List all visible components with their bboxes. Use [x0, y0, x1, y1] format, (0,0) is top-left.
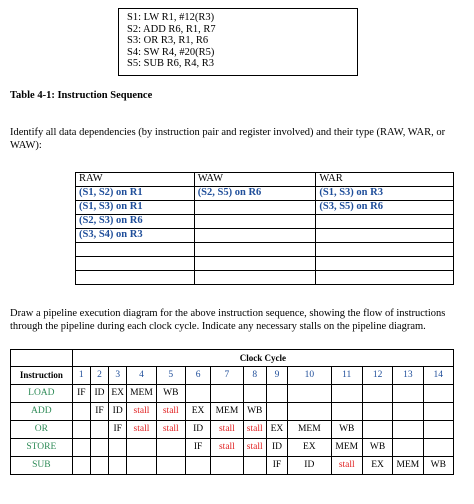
- dep-cell: [194, 201, 316, 215]
- question-dependencies: Identify all data dependencies (by instruction pair and register involved) and their type (RAW, WAR, or WAW):: [10, 127, 446, 151]
- stage-cell: MEM: [127, 385, 156, 403]
- dependency-table: [75, 172, 454, 285]
- dep-cell: (S3, S5) on R6: [316, 201, 454, 215]
- cycle-number: 14: [423, 367, 453, 385]
- cycle-number: 1: [72, 367, 90, 385]
- stall-cell: stall: [243, 439, 266, 457]
- stage-cell: MEM: [393, 457, 423, 475]
- dep-cell: [316, 215, 454, 229]
- dep-cell: (S1, S3) on R1: [76, 201, 195, 215]
- stage-cell: [90, 421, 108, 439]
- cycle-number-row: [11, 367, 454, 385]
- stage-cell: [90, 457, 108, 475]
- stage-cell: [288, 403, 331, 421]
- code-line: S5: SUB R6, R4, R3: [127, 58, 214, 70]
- stall-cell: stall: [156, 421, 185, 439]
- stage-cell: [185, 385, 210, 403]
- cycle-number: 4: [127, 367, 156, 385]
- stage-cell: ID: [90, 385, 108, 403]
- stall-cell: stall: [211, 439, 243, 457]
- stage-cell: [423, 385, 453, 403]
- cycle-number: 10: [288, 367, 331, 385]
- dep-cell: [316, 257, 454, 271]
- question-pipeline: Draw a pipeline execution diagram for the above instruction sequence, showing the flow of instructions through the pipeline during each clock cycle. Indicate any necessary stalls on the pipeline diagram.: [10, 308, 446, 332]
- stage-cell: [393, 439, 423, 457]
- stall-cell: stall: [211, 421, 243, 439]
- instruction-name: STORE: [11, 439, 73, 457]
- stage-cell: [393, 385, 423, 403]
- stage-cell: [211, 385, 243, 403]
- dep-cell: [194, 215, 316, 229]
- dep-cell: (S3, S4) on R3: [76, 229, 195, 243]
- stage-cell: EX: [266, 421, 287, 439]
- code-line: S2: ADD R6, R1, R7: [127, 23, 216, 35]
- table-caption: Table 4-1: Instruction Sequence: [10, 90, 153, 101]
- stage-cell: [109, 457, 127, 475]
- cycle-number: 13: [393, 367, 423, 385]
- stall-cell: stall: [127, 421, 156, 439]
- stage-cell: IF: [185, 439, 210, 457]
- dep-row: [76, 257, 454, 271]
- stage-cell: [243, 385, 266, 403]
- stage-cell: [331, 385, 362, 403]
- instruction-name: LOAD: [11, 385, 73, 403]
- dep-header-raw: RAW: [76, 173, 195, 187]
- stage-cell: [72, 421, 90, 439]
- stall-cell: stall: [127, 403, 156, 421]
- dep-cell: (S1, S3) on R3: [316, 187, 454, 201]
- dep-row: [76, 271, 454, 285]
- stage-cell: WB: [423, 457, 453, 475]
- stage-cell: MEM: [288, 421, 331, 439]
- stage-cell: IF: [90, 403, 108, 421]
- code-line: S3: OR R3, R1, R6: [127, 35, 209, 47]
- cycle-number: 8: [243, 367, 266, 385]
- instruction-name: OR: [11, 421, 73, 439]
- dep-cell: (S2, S3) on R6: [76, 215, 195, 229]
- stage-cell: [185, 457, 210, 475]
- stage-cell: [266, 385, 287, 403]
- code-line: S1: LW R1, #12(R3): [127, 12, 215, 23]
- stage-cell: [72, 403, 90, 421]
- stage-cell: [288, 385, 331, 403]
- stage-cell: WB: [362, 439, 392, 457]
- stall-cell: stall: [331, 457, 362, 475]
- stage-cell: [156, 457, 185, 475]
- dep-row: [76, 201, 454, 215]
- dep-header-waw: WAW: [194, 173, 316, 187]
- cycle-number: 11: [331, 367, 362, 385]
- stage-cell: MEM: [331, 439, 362, 457]
- pipeline-row-store: [11, 439, 454, 457]
- dep-cell: [316, 229, 454, 243]
- stage-cell: [423, 403, 453, 421]
- stage-cell: [393, 421, 423, 439]
- stage-cell: [156, 439, 185, 457]
- stage-cell: EX: [185, 403, 210, 421]
- instruction-name: ADD: [11, 403, 73, 421]
- stage-cell: ID: [109, 403, 127, 421]
- pipeline-row-add: [11, 403, 454, 421]
- dep-row: [76, 229, 454, 243]
- cycle-number: 9: [266, 367, 287, 385]
- pipeline-row-sub: [11, 457, 454, 475]
- stage-cell: [243, 457, 266, 475]
- dep-cell: (S2, S5) on R6: [194, 187, 316, 201]
- stage-cell: WB: [331, 421, 362, 439]
- dep-header-war: WAR: [316, 173, 454, 187]
- cycle-number: 7: [211, 367, 243, 385]
- dep-cell: [316, 271, 454, 285]
- stage-cell: EX: [288, 439, 331, 457]
- stage-cell: IF: [109, 421, 127, 439]
- cycle-number: 6: [185, 367, 210, 385]
- dep-cell: [194, 257, 316, 271]
- cycle-number: 2: [90, 367, 108, 385]
- stage-cell: WB: [243, 403, 266, 421]
- stage-cell: [127, 457, 156, 475]
- stage-cell: WB: [156, 385, 185, 403]
- dep-cell: [194, 229, 316, 243]
- stage-cell: EX: [362, 457, 392, 475]
- instruction-name: SUB: [11, 457, 73, 475]
- stage-cell: [362, 421, 392, 439]
- dep-cell: [316, 243, 454, 257]
- dep-row: [76, 187, 454, 201]
- stage-cell: [72, 439, 90, 457]
- stall-cell: stall: [156, 403, 185, 421]
- pipeline-row-or: [11, 421, 454, 439]
- clock-cycle-title-row: [11, 350, 454, 367]
- code-line: S4: SW R4, #20(R5): [127, 46, 215, 58]
- stage-cell: [109, 439, 127, 457]
- dep-cell: [194, 271, 316, 285]
- dep-cell: [76, 243, 195, 257]
- dep-cell: [194, 243, 316, 257]
- stage-cell: [423, 421, 453, 439]
- stage-cell: IF: [266, 457, 287, 475]
- stage-cell: ID: [266, 439, 287, 457]
- stage-cell: [266, 403, 287, 421]
- cycle-number: 5: [156, 367, 185, 385]
- dep-cell: [76, 271, 195, 285]
- dep-cell: (S1, S2) on R1: [76, 187, 195, 201]
- stage-cell: [72, 457, 90, 475]
- stage-cell: [423, 439, 453, 457]
- stage-cell: [393, 403, 423, 421]
- stage-cell: [362, 403, 392, 421]
- stall-cell: stall: [243, 421, 266, 439]
- clock-cycle-title: Clock Cycle: [72, 350, 453, 367]
- stage-cell: MEM: [211, 403, 243, 421]
- stage-cell: [127, 439, 156, 457]
- corner-cell: [11, 350, 73, 367]
- cycle-number: 3: [109, 367, 127, 385]
- stage-cell: [331, 403, 362, 421]
- stage-cell: ID: [288, 457, 331, 475]
- instruction-sequence-box: [118, 8, 358, 76]
- stage-cell: ID: [185, 421, 210, 439]
- pipeline-diagram-table: [10, 349, 454, 475]
- stage-cell: EX: [109, 385, 127, 403]
- dep-row: [76, 243, 454, 257]
- instruction-header: Instruction: [11, 367, 73, 385]
- dep-row: [76, 215, 454, 229]
- stage-cell: [362, 385, 392, 403]
- stage-cell: IF: [72, 385, 90, 403]
- stage-cell: [90, 439, 108, 457]
- cycle-number: 12: [362, 367, 392, 385]
- stage-cell: [211, 457, 243, 475]
- dep-cell: [76, 257, 195, 271]
- pipeline-row-load: [11, 385, 454, 403]
